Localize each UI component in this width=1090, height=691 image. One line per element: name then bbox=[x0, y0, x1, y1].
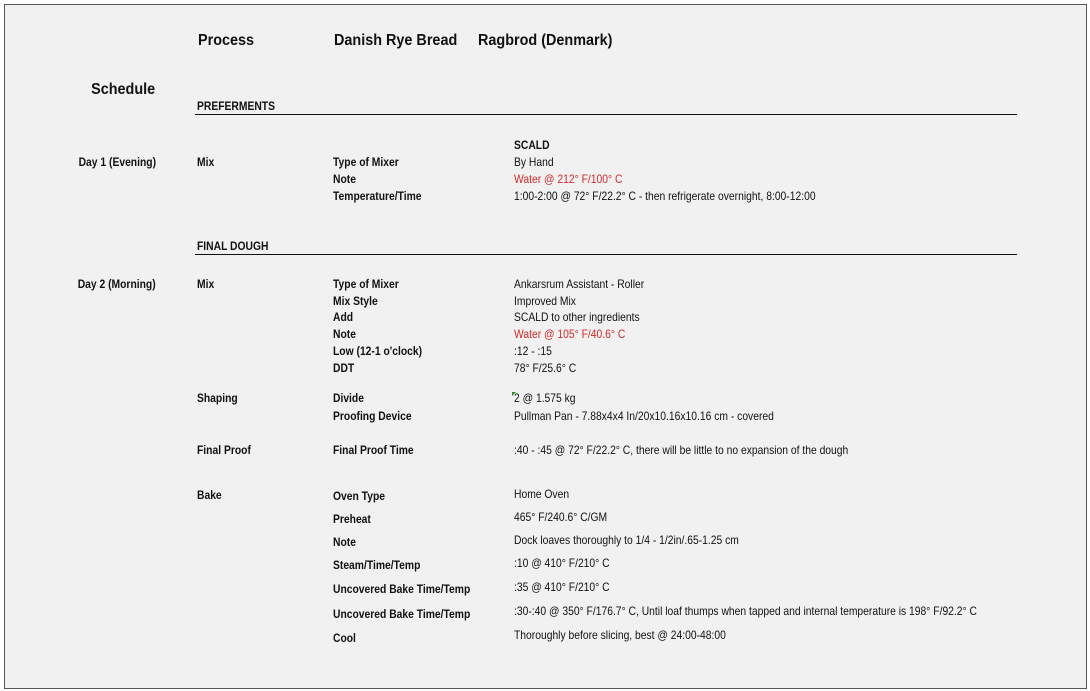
row-value: :10 @ 410° F/210° C bbox=[514, 556, 610, 570]
final-dough-heading: FINAL DOUGH bbox=[197, 239, 269, 253]
row-label: Final Proof Time bbox=[333, 443, 414, 457]
row-value-note: Water @ 212° F/100° C bbox=[514, 172, 623, 186]
row-label: Note bbox=[333, 172, 356, 186]
row-value: Ankarsrum Assistant - Roller bbox=[514, 277, 645, 291]
day1-label: Day 1 (Evening) bbox=[78, 155, 156, 169]
section-divider bbox=[195, 114, 1017, 115]
row-label: DDT bbox=[333, 361, 355, 375]
row-value: 1:00-2:00 @ 72° F/22.2° C - then refrigerate overnight, 8:00-12:00 bbox=[514, 189, 816, 203]
row-value: By Hand bbox=[514, 155, 554, 169]
row-label: Preheat bbox=[333, 512, 371, 526]
preferment-mix-step: Mix bbox=[197, 155, 215, 169]
row-value: 78° F/25.6° C bbox=[514, 361, 577, 375]
row-label: Low (12-1 o'clock) bbox=[333, 344, 423, 358]
row-label: Temperature/Time bbox=[333, 189, 422, 203]
row-label: Type of Mixer bbox=[333, 155, 399, 169]
row-value: Home Oven bbox=[514, 487, 570, 501]
row-value: Improved Mix bbox=[514, 294, 576, 308]
row-label: Uncovered Bake Time/Temp bbox=[333, 582, 471, 596]
recipe-title: Danish Rye Bread bbox=[334, 32, 458, 49]
row-value: Thoroughly before slicing, best @ 24:00-48:00 bbox=[514, 628, 726, 642]
bake-step: Bake bbox=[197, 488, 222, 502]
row-label: Add bbox=[333, 310, 354, 324]
row-value: :40 - :45 @ 72° F/22.2° C, there will be little to no expansion of the dough bbox=[514, 443, 849, 457]
shaping-step: Shaping bbox=[197, 391, 238, 405]
preferments-heading: PREFERMENTS bbox=[197, 99, 275, 113]
row-label: Divide bbox=[333, 391, 364, 405]
row-label: Oven Type bbox=[333, 489, 386, 503]
section-divider bbox=[195, 254, 1017, 255]
row-value: Dock loaves thoroughly to 1/4 - 1/2in/.65-1.25 cm bbox=[514, 533, 739, 547]
process-label: Process bbox=[198, 32, 255, 49]
row-label: Type of Mixer bbox=[333, 277, 399, 291]
mix-step: Mix bbox=[197, 277, 215, 291]
row-label: Steam/Time/Temp bbox=[333, 558, 421, 572]
row-value: :30-:40 @ 350° F/176.7° C, Until loaf thumps when tapped and internal temperature is 198° F/92.2° C bbox=[514, 604, 977, 618]
row-label: Mix Style bbox=[333, 294, 378, 308]
row-value: :12 - :15 bbox=[514, 344, 552, 358]
row-value: 465° F/240.6° C/GM bbox=[514, 510, 608, 524]
row-value: :35 @ 410° F/210° C bbox=[514, 580, 610, 594]
day2-label: Day 2 (Morning) bbox=[78, 277, 156, 291]
row-label: Note bbox=[333, 327, 356, 341]
row-value: 2 @ 1.575 kg bbox=[514, 391, 576, 405]
row-value: SCALD to other ingredients bbox=[514, 310, 640, 324]
row-label: Uncovered Bake Time/Temp bbox=[333, 607, 471, 621]
row-label: Note bbox=[333, 535, 356, 549]
final-proof-step: Final Proof bbox=[197, 443, 251, 457]
row-value-note: Water @ 105° F/40.6° C bbox=[514, 327, 626, 341]
row-label: Proofing Device bbox=[333, 409, 412, 423]
recipe-subtitle: Ragbrod (Denmark) bbox=[478, 32, 613, 49]
row-label: Cool bbox=[333, 631, 356, 645]
schedule-label: Schedule bbox=[90, 81, 155, 98]
scald-heading: SCALD bbox=[514, 138, 550, 152]
row-value: Pullman Pan - 7.88x4x4 In/20x10.16x10.16 cm - covered bbox=[514, 409, 774, 423]
